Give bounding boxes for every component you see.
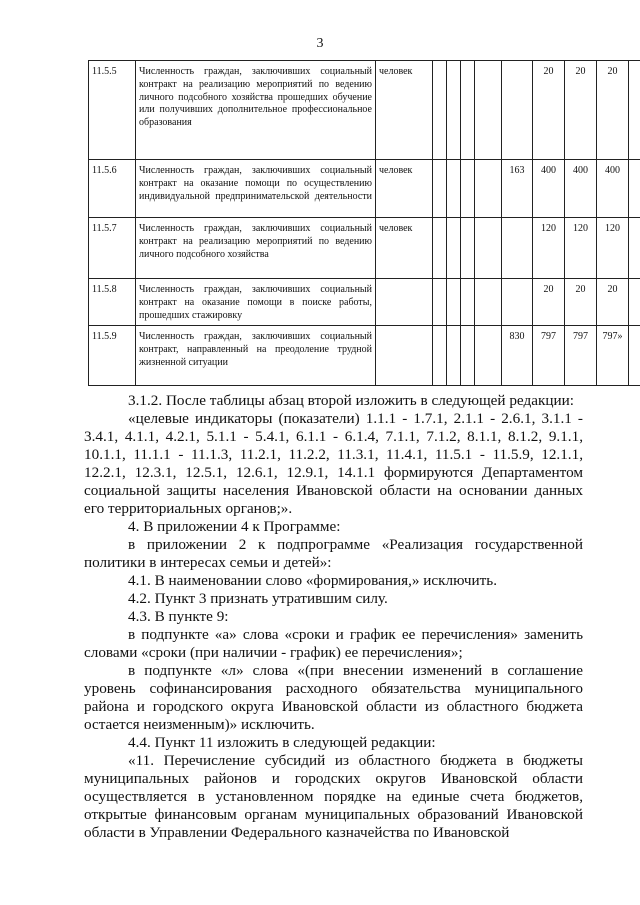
indicator-name: Численность граждан, заключивших социальный контракт на реализацию мероприятий по ведению личного подсобного хозяйства (136, 218, 376, 279)
value-cell (475, 218, 502, 279)
page-number: 3 (316, 36, 324, 51)
empty-cell (447, 326, 461, 386)
paragraph: «целевые индикаторы (показатели) 1.1.1 - 1.7.1, 2.1.1 - 2.6.1, 3.1.1 - 3.4.1, 4.1.1, 4.2.1, 5.1.1 - 5.4.1, 6.1.1 - 6.1.4, 7.1.1, 7.1.2, 8.1.1, 8.1.2, 9.1.1, 10.1.1, 11.1.1 - 11.1.3, 11.2.1, 11.2.2, 11.3.1, 11.4.1, 11.5.1 - 11.5.9, 12.1.1, 12.2.1, 12.3.1, 12.5.1, 12.6.1, 12.9.1, 14.1.1 формируются Департаментом социальной защиты населения Ивановской области на основании данных его территориальных органов;». (84, 410, 583, 517)
empty-cell (433, 326, 447, 386)
empty-cell (447, 160, 461, 218)
row-number: 11.5.6 (89, 160, 136, 218)
value-cell: 830 (502, 326, 533, 386)
table-row (89, 279, 640, 326)
empty-cell (447, 279, 461, 326)
empty-cell (461, 326, 475, 386)
unit-cell: человек (376, 218, 433, 279)
value-cell: 797 (565, 326, 597, 386)
value-cell: 797» (597, 326, 629, 386)
value-cell: 400 (597, 160, 629, 218)
value-cell (475, 279, 502, 326)
empty-cell (447, 218, 461, 279)
row-number: 11.5.8 (89, 279, 136, 326)
unit-cell: человек (376, 61, 433, 160)
value-cell (475, 326, 502, 386)
empty-cell (629, 160, 640, 218)
empty-cell (629, 279, 640, 326)
value-cell: 20 (565, 61, 597, 160)
value-cell (475, 61, 502, 160)
row-number: 11.5.7 (89, 218, 136, 279)
paragraph: в подпункте «а» слова «сроки и график ее перечисления» заменить словами «сроки (при наличии - график) ее перечисления»; (84, 626, 583, 661)
table-row (89, 218, 640, 279)
indicators-table (88, 60, 640, 386)
value-cell: 20 (533, 61, 565, 160)
value-cell: 400 (533, 160, 565, 218)
paragraph: 4.3. В пункте 9: (128, 608, 229, 625)
paragraph: 4.2. Пункт 3 признать утратившим силу. (128, 590, 388, 607)
table-row (89, 160, 640, 218)
value-cell (502, 218, 533, 279)
empty-cell (433, 160, 447, 218)
empty-cell (433, 61, 447, 160)
row-number: 11.5.5 (89, 61, 136, 160)
indicator-name: Численность граждан, заключивших социальный контракт на реализацию мероприятий по ведению личного подсобного хозяйства прошедших обучение или получивших дополнительное профессиональное образования (136, 61, 376, 160)
value-cell: 120 (597, 218, 629, 279)
paragraph: 4.1. В наименовании слово «формирования,» исключить. (128, 572, 498, 589)
row-number: 11.5.9 (89, 326, 136, 386)
document-body (84, 392, 583, 842)
empty-cell (433, 279, 447, 326)
table-row (89, 326, 640, 386)
unit-cell: человек (376, 160, 433, 218)
value-cell (502, 61, 533, 160)
value-cell (502, 279, 533, 326)
value-cell: 120 (565, 218, 597, 279)
paragraph: в подпункте «л» слова «(при внесении изменений в соглашение уровень софинансирования расходного обязательства муниципального района и городского округа Ивановской области из областного бюджета остается неизменным)» исключить. (84, 662, 583, 733)
indicator-name: Численность граждан, заключивших социальный контракт на оказание помощи в поиске работы, прошедших стажировку (136, 279, 376, 326)
value-cell: 20 (597, 61, 629, 160)
unit-cell (376, 279, 433, 326)
value-cell: 120 (533, 218, 565, 279)
paragraph: 4.4. Пункт 11 изложить в следующей редакции: (128, 734, 436, 751)
empty-cell (447, 61, 461, 160)
indicator-name: Численность граждан, заключивших социальный контракт, направленный на преодоление трудной жизненной ситуации (136, 326, 376, 386)
unit-cell (376, 326, 433, 386)
value-cell: 20 (533, 279, 565, 326)
empty-cell (629, 218, 640, 279)
value-cell: 163 (502, 160, 533, 218)
value-cell: 20 (565, 279, 597, 326)
value-cell: 20 (597, 279, 629, 326)
empty-cell (433, 218, 447, 279)
value-cell (475, 160, 502, 218)
paragraph: «11. Перечисление субсидий из областного бюджета в бюджеты муниципальных районов и городских округов Ивановской области осуществляется в установленном порядке на единые счета бюджетов, открытые финансовым органам муниципальных образований Ивановской области в Управлении Федерального казначейства по Ивановской (84, 752, 583, 841)
empty-cell (461, 279, 475, 326)
value-cell: 797 (533, 326, 565, 386)
empty-cell (629, 61, 640, 160)
empty-cell (461, 61, 475, 160)
paragraph: 3.1.2. После таблицы абзац второй изложить в следующей редакции: (128, 392, 574, 409)
value-cell: 400 (565, 160, 597, 218)
table-row (89, 61, 640, 160)
empty-cell (461, 160, 475, 218)
paragraph: 4. В приложении 4 к Программе: (128, 518, 341, 535)
empty-cell (629, 326, 640, 386)
indicator-name: Численность граждан, заключивших социальный контракт на оказание помощи по осуществлению индивидуальной предпринимательской деятельности (136, 160, 376, 218)
empty-cell (461, 218, 475, 279)
paragraph: в приложении 2 к подпрограмме «Реализация государственной политики в интересах семьи и детей»: (84, 536, 583, 571)
